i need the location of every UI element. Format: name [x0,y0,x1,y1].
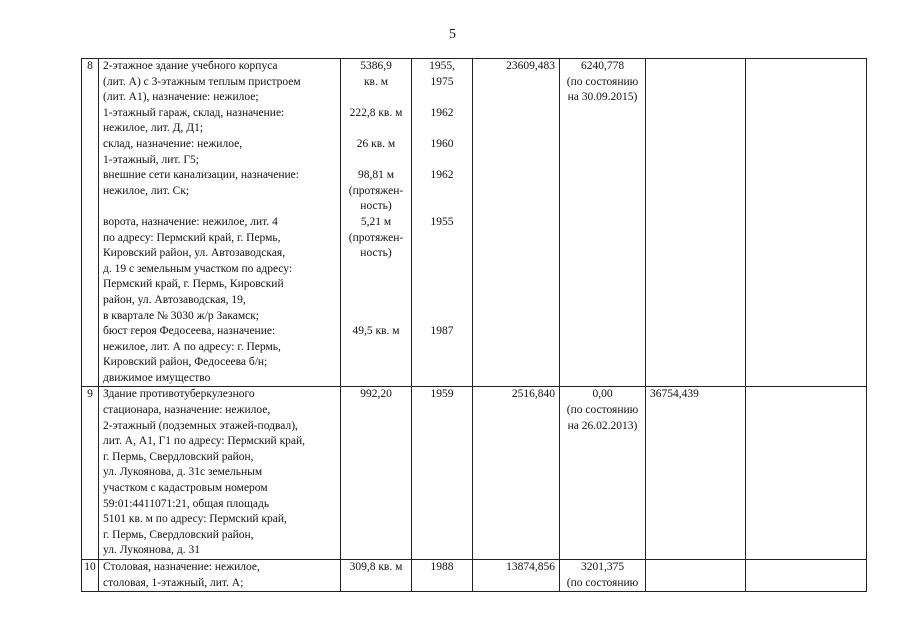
description-line: внешние сети канализации, назначение: [103,169,299,182]
year-line: 1955 [430,215,454,228]
year-line [412,90,472,106]
description-line: в квартале № 3030 ж/р Закамск; [103,309,259,322]
area-line: ность) [360,247,392,260]
residual-line: 3201,375 [580,561,625,573]
description-line: столовая, 1-этажный, лит. А; [103,576,244,589]
area-line [341,277,411,293]
residual-line: (по состоянию [566,576,639,589]
area-line [341,90,411,106]
area-line [341,293,411,309]
area-line: 992,20 [360,388,392,401]
description-line: лит. А, А1, Г1 по адресу: Пермский край, [103,435,306,448]
year-line [412,184,472,200]
description-line: нежилое, лит. А по адресу: г. Пермь, [103,340,281,353]
area-line [341,262,411,278]
year-line [412,246,472,262]
commission-year [412,560,473,592]
residual-value [560,59,646,387]
table-row [82,59,867,387]
description-line: (лит. А1), назначение: нежилое; [103,91,259,104]
cadastral-value [646,59,746,387]
residual-line: 6240,778 [580,60,625,72]
description-line: (лит. А) с 3-этажным теплым пристроем [103,75,301,88]
book-value: 13874,856 [473,560,560,592]
year-line: 1962 [430,106,454,119]
page-number: 5 [449,27,456,42]
area-line [341,309,411,325]
year-line [412,121,472,137]
description-line: движимое имущество [103,371,211,384]
description-line: ул. Лукоянова, д. 31 [103,544,200,557]
description-line: по адресу: Пермский край, г. Пермь, [103,231,281,244]
description-line: участком с кадастровым номером [103,482,268,495]
description-line: Столовая, назначение: нежилое, [103,561,260,573]
description-line: 2-этажный (подземных этажей-подвал), [103,419,298,432]
area-line: 222,8 кв. м [349,106,403,119]
row-number: 8 [82,59,99,387]
area-line: (протяжен- [348,184,404,197]
year-line [412,199,472,215]
area-line [341,121,411,137]
residual-line: на 26.02.2013) [567,419,638,432]
description-line: Кировский район, Федосеева б/н; [103,356,268,369]
description-line: г. Пермь, Свердловский район, [103,528,254,541]
description-line: Кировский район, ул. Автозаводская, [103,247,286,260]
description-line: д. 19 с земельным участком по адресу: [103,262,293,275]
year-line [412,309,472,325]
cadastral-value: 36754,439 [646,387,746,560]
area-line: ность) [360,200,392,213]
description-line: нежилое, лит. Ск; [103,184,190,197]
residual-value [560,560,646,592]
description-line: район, ул. Автозаводская, 19, [103,293,246,306]
description-line: склад, назначение: нежилое, [103,137,243,150]
book-value: 2516,840 [473,387,560,560]
property-area [341,560,412,592]
description-line: ворота, назначение: нежилое, лит. 4 [103,215,278,228]
year-line: 1959 [430,388,454,401]
area-line: 26 кв. м [356,137,396,150]
year-line [412,153,472,169]
property-area [341,387,412,560]
area-line: кв. м [363,75,389,88]
description-line: Здание противотуберкулезного [103,388,255,401]
description-line: 1-этажный, лит. Г5; [103,153,199,166]
residual-line: (по состоянию [566,75,639,88]
description-line: Пермский край, г. Пермь, Кировский [103,278,284,291]
description-line: ул. Лукоянова, д. 31с земельным [103,466,263,479]
description-line: 5101 кв. м по адресу: Пермский край, [103,513,287,526]
property-description [99,560,341,592]
property-description [99,59,341,387]
extra-column [746,560,867,592]
area-line: 49,5 кв. м [352,325,400,338]
residual-line: на 30.09.2015) [567,91,638,104]
property-description [99,387,341,560]
book-value: 23609,483 [473,59,560,387]
year-line: 1955, [429,60,455,72]
year-line: 1987 [430,325,454,338]
description-line: 2-этажное здание учебного корпуса [103,60,278,72]
residual-value [560,387,646,560]
description-line: 59:01:4411071:21, общая площадь [103,497,270,510]
area-line: 5386,9 [360,60,392,72]
area-line: 5,21 м [360,215,392,228]
table-row [82,387,867,560]
description-line: стационара, назначение: нежилое, [103,404,271,417]
year-line [412,293,472,309]
description-line: нежилое, лит. Д, Д1; [103,122,204,135]
cadastral-value [646,560,746,592]
property-area [341,59,412,387]
property-registry-table [81,58,867,592]
year-line: 1988 [430,561,454,573]
description-line [103,199,340,215]
year-line [412,262,472,278]
area-line [341,153,411,169]
area-line: (протяжен- [348,231,404,244]
extra-column [746,387,867,560]
area-line: 98,81 м [357,169,395,182]
commission-year [412,387,473,560]
description-line: бюст героя Федосеева, назначение: [103,325,276,338]
description-line: 1-этажный гараж, склад, назначение: [103,106,285,119]
description-line: г. Пермь, Свердловский район, [103,450,254,463]
year-line: 1962 [430,169,454,182]
extra-column [746,59,867,387]
commission-year [412,59,473,387]
year-line [412,231,472,247]
year-line: 1975 [430,75,454,88]
residual-line: (по состоянию [566,404,639,417]
year-line [412,277,472,293]
residual-line: 0,00 [592,388,613,401]
year-line: 1960 [430,137,454,150]
table-row [82,560,867,592]
row-number: 9 [82,387,99,560]
area-line: 309,8 кв. м [349,561,403,573]
row-number: 10 [82,560,99,592]
